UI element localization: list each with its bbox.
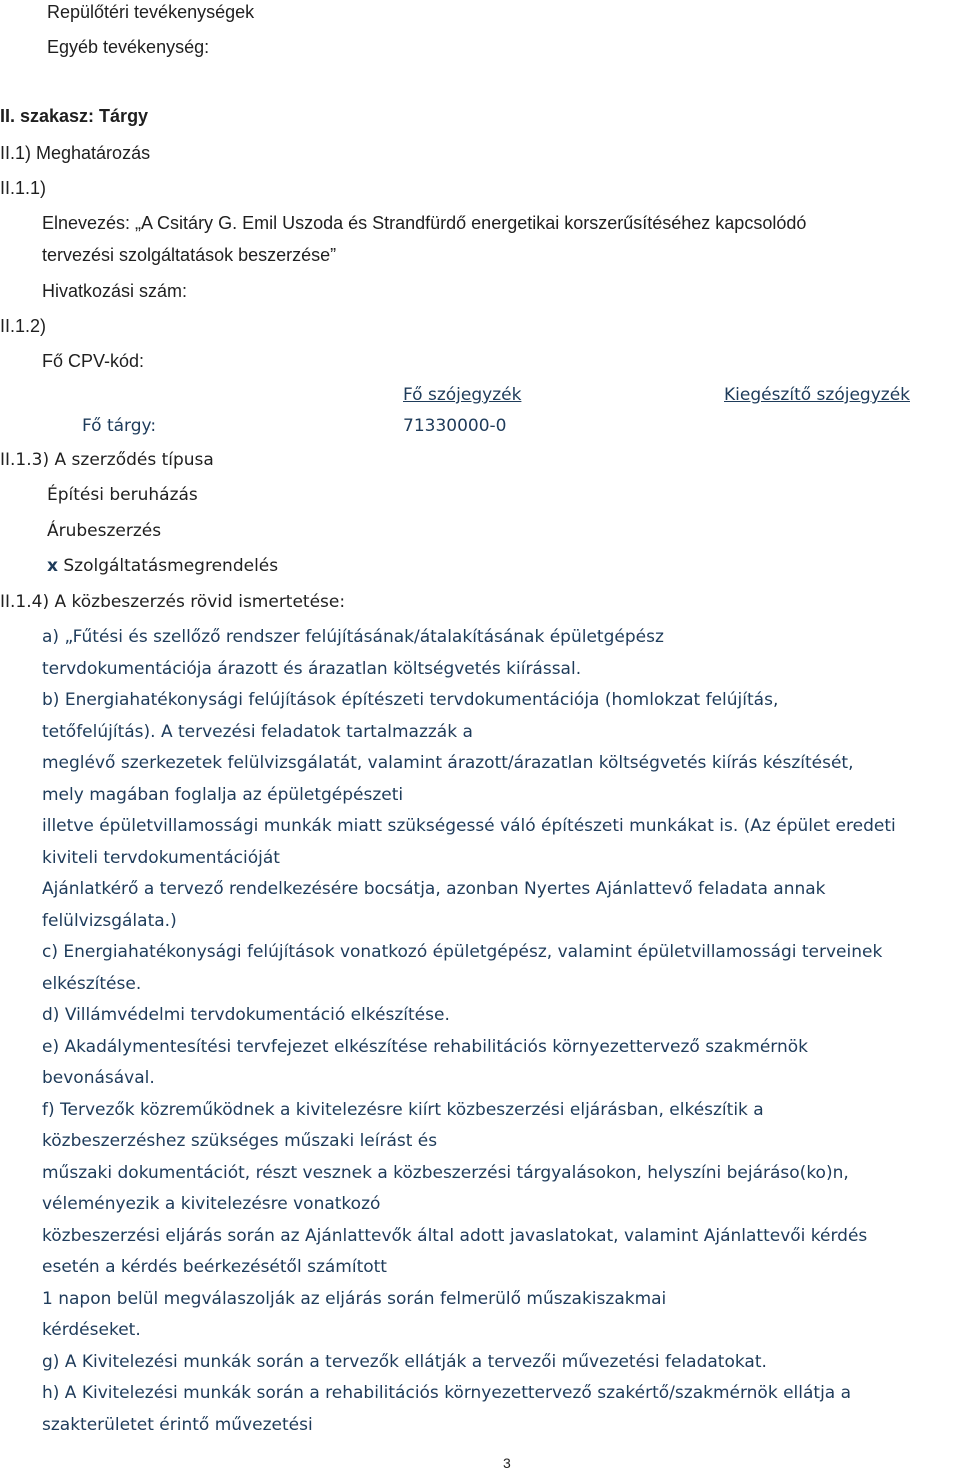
reference-number-label: Hivatkozási szám: xyxy=(42,281,188,301)
cpv-row-value: 71330000-0 xyxy=(403,416,507,436)
title-line-1: Elnevezés: „A Csitáry G. Emil Uszoda és Strandfürdő energetikai korszerűsítéséhez kapcsolódó xyxy=(42,213,807,233)
description-line: g) A Kivitelezési munkák során a tervezők ellátják a tervezői művezetési feladatokat. xyxy=(42,1352,767,1372)
description-line: esetén a kérdés beérkezésétől számított xyxy=(42,1257,387,1277)
description-line: kiviteli tervdokumentációját xyxy=(42,848,280,868)
activity-airport: Repülőtéri tevékenységek xyxy=(47,2,255,22)
subsection-meghatarozas: II.1) Meghatározás xyxy=(0,143,151,163)
description-line: Ajánlatkérő a tervező rendelkezésére bocsátja, azonban Nyertes Ajánlattevő feladata annak xyxy=(42,879,826,899)
description-line: bevonásával. xyxy=(42,1068,155,1088)
cpv-col-extra: Kiegészítő szójegyzék xyxy=(724,385,910,405)
description-line: f) Tervezők közreműködnek a kivitelezésre kiírt közbeszerzési eljárásban, elkészítik a xyxy=(42,1100,764,1120)
description-line: szakterületet érintő művezetési xyxy=(42,1415,313,1435)
description-line: véleményezik a kivitelezésre vonatkozó xyxy=(42,1194,381,1214)
description-line: b) Energiahatékonysági felújítások építészeti tervdokumentációja (homlokzat felújítás, xyxy=(42,690,779,710)
description-line: műszaki dokumentációt, részt vesznek a közbeszerzési tárgyalásokon, helyszíni bejáráso(ko)n, xyxy=(42,1163,849,1183)
description-line: felülvizsgálata.) xyxy=(42,911,177,931)
description-line: h) A Kivitelezési munkák során a rehabilitációs környezettervező szakértő/szakmérnök ellátja a xyxy=(42,1383,852,1403)
description-line: meglévő szerkezetek felülvizsgálatát, valamint árazott/árazatlan költségvetés kiírás készítését, xyxy=(42,753,854,773)
contract-type-heading: II.1.3) A szerződés típusa xyxy=(0,450,214,470)
description-line: kérdéseket. xyxy=(42,1320,141,1340)
description-line: d) Villámvédelmi tervdokumentáció elkészítése. xyxy=(42,1005,450,1025)
activity-other: Egyéb tevékenység: xyxy=(47,37,210,57)
contract-option-goods: Árubeszerzés xyxy=(47,521,162,541)
section-title: II. szakasz: Tárgy xyxy=(0,106,149,126)
description-line: elkészítése. xyxy=(42,974,142,994)
description-line: közbeszerzéshez szükséges műszaki leírást és xyxy=(42,1131,438,1151)
selected-mark: x xyxy=(47,556,58,576)
contract-option-services-label: Szolgáltatásmegrendelés xyxy=(63,556,279,576)
description-line: mely magában foglalja az épületgépészeti xyxy=(42,785,404,805)
description-line: közbeszerzési eljárás során az Ajánlattevők által adott javaslatokat, valamint Ajánlattevői kérdés xyxy=(42,1226,868,1246)
description-line: c) Energiahatékonysági felújítások vonatkozó épületgépész, valamint épületvillamossági terveinek xyxy=(42,942,883,962)
subsection-ii11: II.1.1) xyxy=(0,178,47,198)
contract-option-services xyxy=(47,554,278,578)
subsection-ii12: II.1.2) xyxy=(0,316,47,336)
description-heading: II.1.4) A közbeszerzés rövid ismertetése: xyxy=(0,592,346,612)
description-line: tervdokumentációja árazott és árazatlan költségvetés kiírással. xyxy=(42,659,582,679)
cpv-label: Fő CPV-kód: xyxy=(42,351,145,371)
page-number: 3 xyxy=(503,1455,511,1471)
description-line: a) „Fűtési és szellőző rendszer felújításának/átalakításának épületgépész xyxy=(42,627,664,647)
description-line: 1 napon belül megválaszolják az eljárás során felmerülő műszakiszakmai xyxy=(42,1289,667,1309)
description-line: illetve épületvillamossági munkák miatt szükségessé váló építészeti munkákat is. (Az épület eredeti xyxy=(42,816,896,836)
description-line: e) Akadálymentesítési tervfejezet elkészítése rehabilitációs környezettervező szakmérnök xyxy=(42,1037,809,1057)
cpv-row-label: Fő tárgy: xyxy=(82,416,157,436)
contract-option-construction: Építési beruházás xyxy=(47,485,198,505)
cpv-col-main: Fő szójegyzék xyxy=(403,385,522,405)
title-line-2: tervezési szolgáltatások beszerzése” xyxy=(42,245,337,265)
description-line: tetőfelújítás). A tervezési feladatok tartalmazzák a xyxy=(42,722,473,742)
